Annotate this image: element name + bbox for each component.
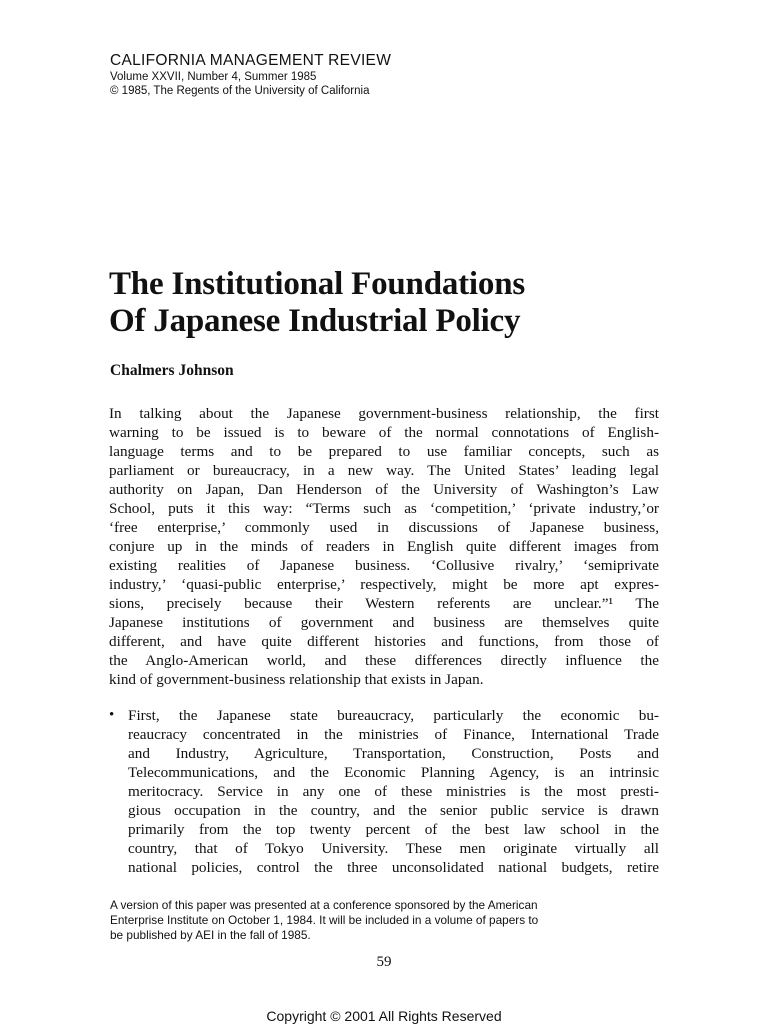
text-line: sions, precisely because their Western referents are unclear.”¹ The	[109, 595, 659, 612]
bullet-icon: •	[109, 707, 115, 723]
text-line: In talking about the Japanese government-business relationship, the first	[109, 405, 659, 422]
text-line: parliament or bureaucracy, in a new way. The United States’ leading legal	[109, 462, 659, 479]
text-line: and Industry, Agriculture, Transportation, Construction, Posts and	[128, 745, 659, 762]
journal-header	[110, 52, 670, 98]
text-line: country, that of Tokyo University. These men originate virtually all	[128, 840, 659, 857]
article-body	[109, 404, 659, 689]
body-paragraph	[109, 404, 659, 689]
text-line: warning to be issued is to beware of the normal connotations of English-	[109, 424, 659, 441]
text-line: authority on Japan, Dan Henderson of the University of Washington’s Law	[109, 481, 659, 498]
text-line: national policies, control the three unconsolidated national budgets, retire	[128, 859, 659, 876]
text-line: reaucracy concentrated in the ministries of Finance, International Trade	[128, 726, 659, 743]
text-line: primarily from the top twenty percent of the best law school in the	[128, 821, 659, 838]
article-title	[109, 266, 709, 340]
text-line: gious occupation in the country, and the senior public service is drawn	[128, 802, 659, 819]
journal-copyright: © 1985, The Regents of the University of California	[110, 85, 370, 97]
bullet-paragraph	[128, 706, 659, 877]
journal-issue: Volume XXVII, Number 4, Summer 1985	[110, 71, 317, 83]
footnote	[110, 898, 660, 943]
text-line: School, puts it this way: “Terms such as ‘competition,’ ‘private industry,’or	[109, 500, 659, 517]
text-line: conjure up in the minds of readers in English quite different images from	[109, 538, 659, 555]
bullet-list-item	[109, 706, 659, 877]
text-line: Japanese institutions of government and business are themselves quite	[109, 614, 659, 631]
text-line: existing realities of Japanese business. ‘Collusive rivalry,’ ‘semiprivate	[109, 557, 659, 574]
text-line: different, and have quite different histories and functions, from those of	[109, 633, 659, 650]
text-line: meritocracy. Service in any one of these ministries is the most presti-	[128, 783, 659, 800]
text-line: First, the Japanese state bureaucracy, particularly the economic bu-	[128, 707, 659, 724]
footnote-line: A version of this paper was presented at a conference sponsored by the American	[110, 898, 538, 912]
copyright-footer: Copyright © 2001 All Rights Reserved	[266, 1008, 502, 1024]
text-line: industry,’ ‘quasi-public enterprise,’ respectively, might be more apt expres-	[109, 576, 659, 593]
page-number: 59	[376, 954, 392, 970]
text-line: Telecommunications, and the Economic Planning Agency, is an intrinsic	[128, 764, 659, 781]
journal-name: CALIFORNIA MANAGEMENT REVIEW	[110, 52, 392, 69]
text-line: ‘free enterprise,’ commonly used in discussions of Japanese business,	[109, 519, 659, 536]
footnote-line: Enterprise Institute on October 1, 1984. It will be included in a volume of papers to	[110, 913, 539, 927]
title-line: Of Japanese Industrial Policy	[109, 303, 521, 339]
footnote-line: be published by AEI in the fall of 1985.	[110, 928, 311, 942]
text-line: the Anglo-American world, and these differences directly influence the	[109, 652, 659, 669]
text-line: language terms and to be prepared to use familiar concepts, such as	[109, 443, 659, 460]
text-line: kind of government-business relationship that exists in Japan.	[109, 671, 484, 688]
author-name: Chalmers Johnson	[110, 362, 234, 379]
title-line: The Institutional Foundations	[109, 266, 525, 302]
